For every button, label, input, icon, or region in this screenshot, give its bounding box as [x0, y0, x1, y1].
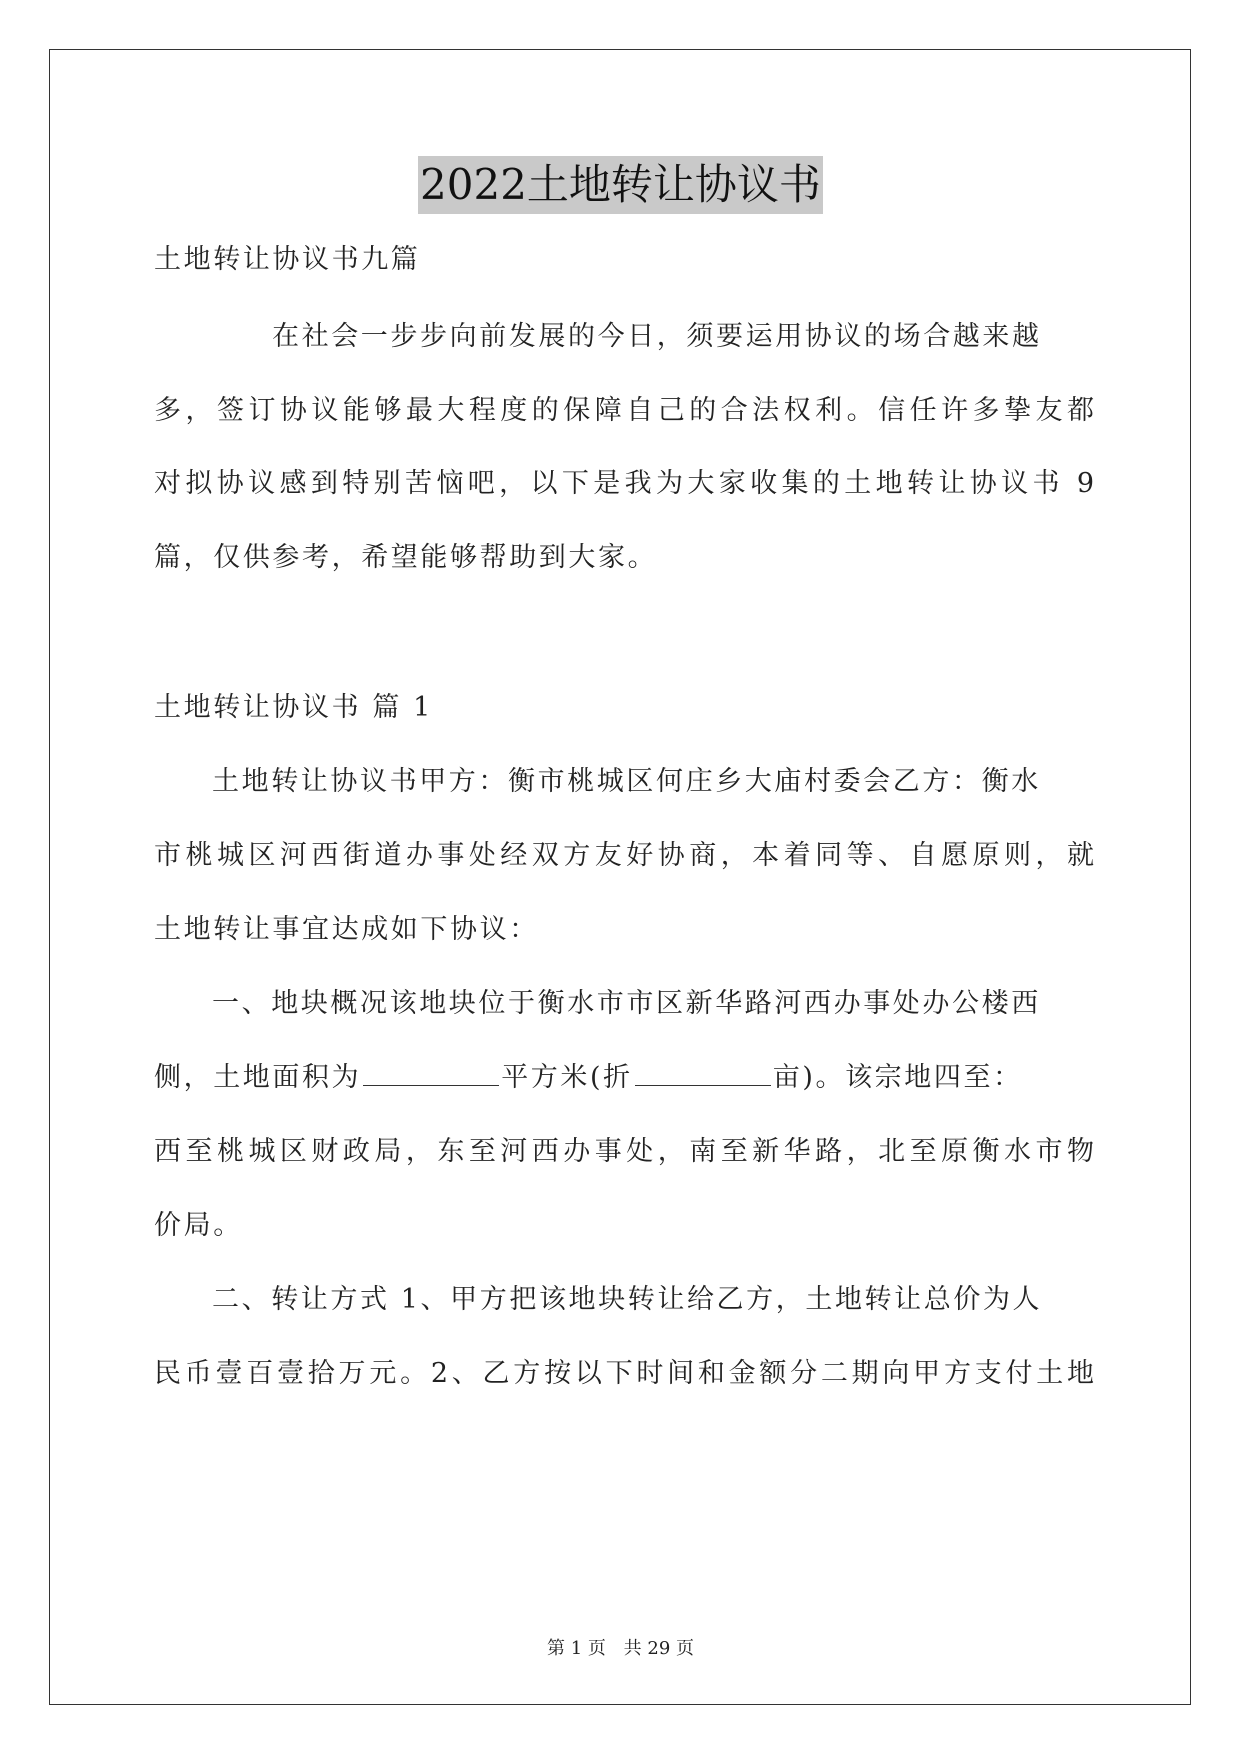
intro-line-2: 多，签订协议能够最大程度的保障自己的合法权利。信任许多挚友都: [154, 395, 1094, 426]
page-total: 共 29 页: [623, 1638, 694, 1659]
para1-line-1: 土地转让协议书甲方：衡市桃城区何庄乡大庙村委会乙方：衡水: [212, 766, 1041, 797]
para1-line-3: 土地转让事宜达成如下协议：: [154, 914, 539, 945]
document-title: 2022土地转让协议书: [418, 156, 823, 214]
page-footer: [0, 1634, 1241, 1660]
para3-line-2: 民币壹百壹拾万元。2、乙方按以下时间和金额分二期向甲方支付土地: [154, 1358, 1094, 1389]
para2-line-2-part-a: 侧，土地面积为: [154, 1062, 362, 1093]
section-heading: 土地转让协议书 篇 1: [154, 692, 433, 723]
para3-line-1: 二、转让方式 1、甲方把该地块转让给乙方，土地转让总价为人: [212, 1284, 1043, 1315]
intro-line-1: 在社会一步步向前发展的今日，须要运用协议的场合越来越: [272, 321, 1042, 352]
para2-line-2-part-c: 亩)。该宗地四至：: [772, 1062, 1023, 1093]
para2-line-1: 一、地块概况该地块位于衡水市市区新华路河西办事处办公楼西: [212, 988, 1041, 1019]
page-number: 第 1 页: [547, 1638, 606, 1659]
para2-line-2-part-b: 平方米(折: [501, 1062, 633, 1093]
para2-line-2: [154, 1058, 1094, 1098]
para2-line-4: 价局。: [154, 1210, 243, 1241]
intro-line-3: 对拟协议感到特别苦恼吧，以下是我为大家收集的土地转让协议书 9: [154, 468, 1094, 499]
intro-line-4: 篇，仅供参考，希望能够帮助到大家。: [154, 542, 658, 573]
para2-line-3: 西至桃城区财政局，东至河西办事处，南至新华路，北至原衡水市物: [154, 1136, 1094, 1167]
title-container: [0, 156, 1241, 214]
document-subtitle: 土地转让协议书九篇: [154, 244, 421, 275]
para1-line-2: 市桃城区河西街道办事处经双方友好协商，本着同等、自愿原则，就: [154, 840, 1094, 871]
area-mu-blank: [635, 1059, 771, 1086]
area-sqm-blank: [363, 1059, 499, 1086]
page-border: [49, 49, 1191, 1705]
